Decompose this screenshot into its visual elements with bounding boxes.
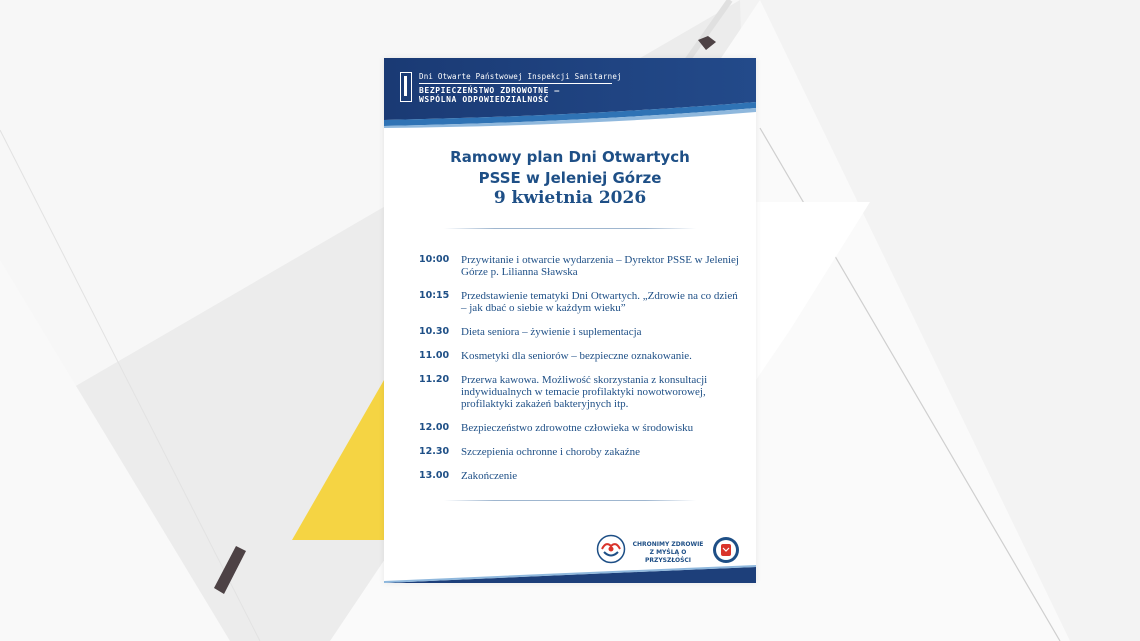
agenda-item: [419, 446, 741, 458]
agenda-text: Szczepienia ochronne i choroby zakaźne: [461, 446, 640, 458]
agenda-item: [419, 254, 741, 278]
agenda-text: Kosmetyki dla seniorów – bezpieczne oznakowanie.: [461, 350, 692, 362]
inspection-logo-icon: [400, 72, 412, 102]
bottom-wave: [384, 563, 756, 583]
agenda-item: [419, 470, 741, 482]
agenda-item: [419, 326, 741, 338]
agenda-item: [419, 350, 741, 362]
agenda-text: Przedstawienie tematyki Dni Otwartych. „Zdrowie na co dzień – jak dbać o siebie w każdym wieku”: [461, 290, 738, 314]
banner-subtitle: Dni Otwarte Państwowej Inspekcji Sanitarnej: [419, 72, 622, 81]
agenda-text: Przerwa kawowa. Możliwość skorzystania z konsultacji indywidualnych w temacie profilaktyki nowotworowej, profilaktyki zakażeń bakteryjnych itp.: [461, 374, 708, 410]
heading-line1: Ramowy plan Dni Otwartych: [450, 148, 690, 166]
agenda-text: Zakończenie: [461, 470, 518, 482]
agenda-time: 11.20: [419, 374, 450, 385]
top-divider: [444, 228, 696, 229]
footer-slogan: [628, 541, 708, 565]
agenda-time: 10:15: [419, 290, 450, 301]
sanitary-inspection-seal-icon: [712, 536, 740, 564]
agenda-item: [419, 374, 741, 410]
poster-banner: [384, 58, 756, 128]
footer-slogan-line2: Z MYŚLĄ O PRZYSZŁOŚCI: [644, 549, 692, 564]
banner-slogan-line1: BEZPIECZEŃSTWO ZDROWOTNE –: [419, 86, 560, 95]
heading-line2: PSSE w Jeleniej Górze: [478, 169, 662, 187]
banner-slogan-line2: WSPÓLNA ODPOWIEDZIALNOŚĆ: [419, 95, 549, 104]
protect-health-logo-icon: [596, 534, 626, 564]
agenda-text: Przywitanie i otwarcie wydarzenia – Dyrektor PSSE w Jeleniej Górze p. Lilianna Sławska: [461, 254, 739, 278]
agenda-item: [419, 290, 741, 314]
agenda-item: [419, 422, 741, 434]
agenda-time: 11.00: [419, 350, 450, 361]
agenda-time: 10.30: [419, 326, 450, 337]
agenda-time: 12.30: [419, 446, 450, 457]
event-date: 9 kwietnia 2026: [493, 188, 647, 208]
agenda-time: 10:00: [419, 254, 450, 265]
agenda-text: Dieta seniora – żywienie i suplementacja: [461, 326, 642, 338]
banner-divider: [419, 83, 612, 84]
agenda-time: 12.00: [419, 422, 450, 433]
agenda-text: Bezpieczeństwo zdrowotne człowieka w środowisku: [461, 422, 694, 434]
agenda-time: 13.00: [419, 470, 450, 481]
agenda-poster: [384, 58, 756, 583]
footer-slogan-line1: CHRONIMY ZDROWIE: [632, 541, 704, 548]
bottom-divider: [444, 500, 696, 501]
